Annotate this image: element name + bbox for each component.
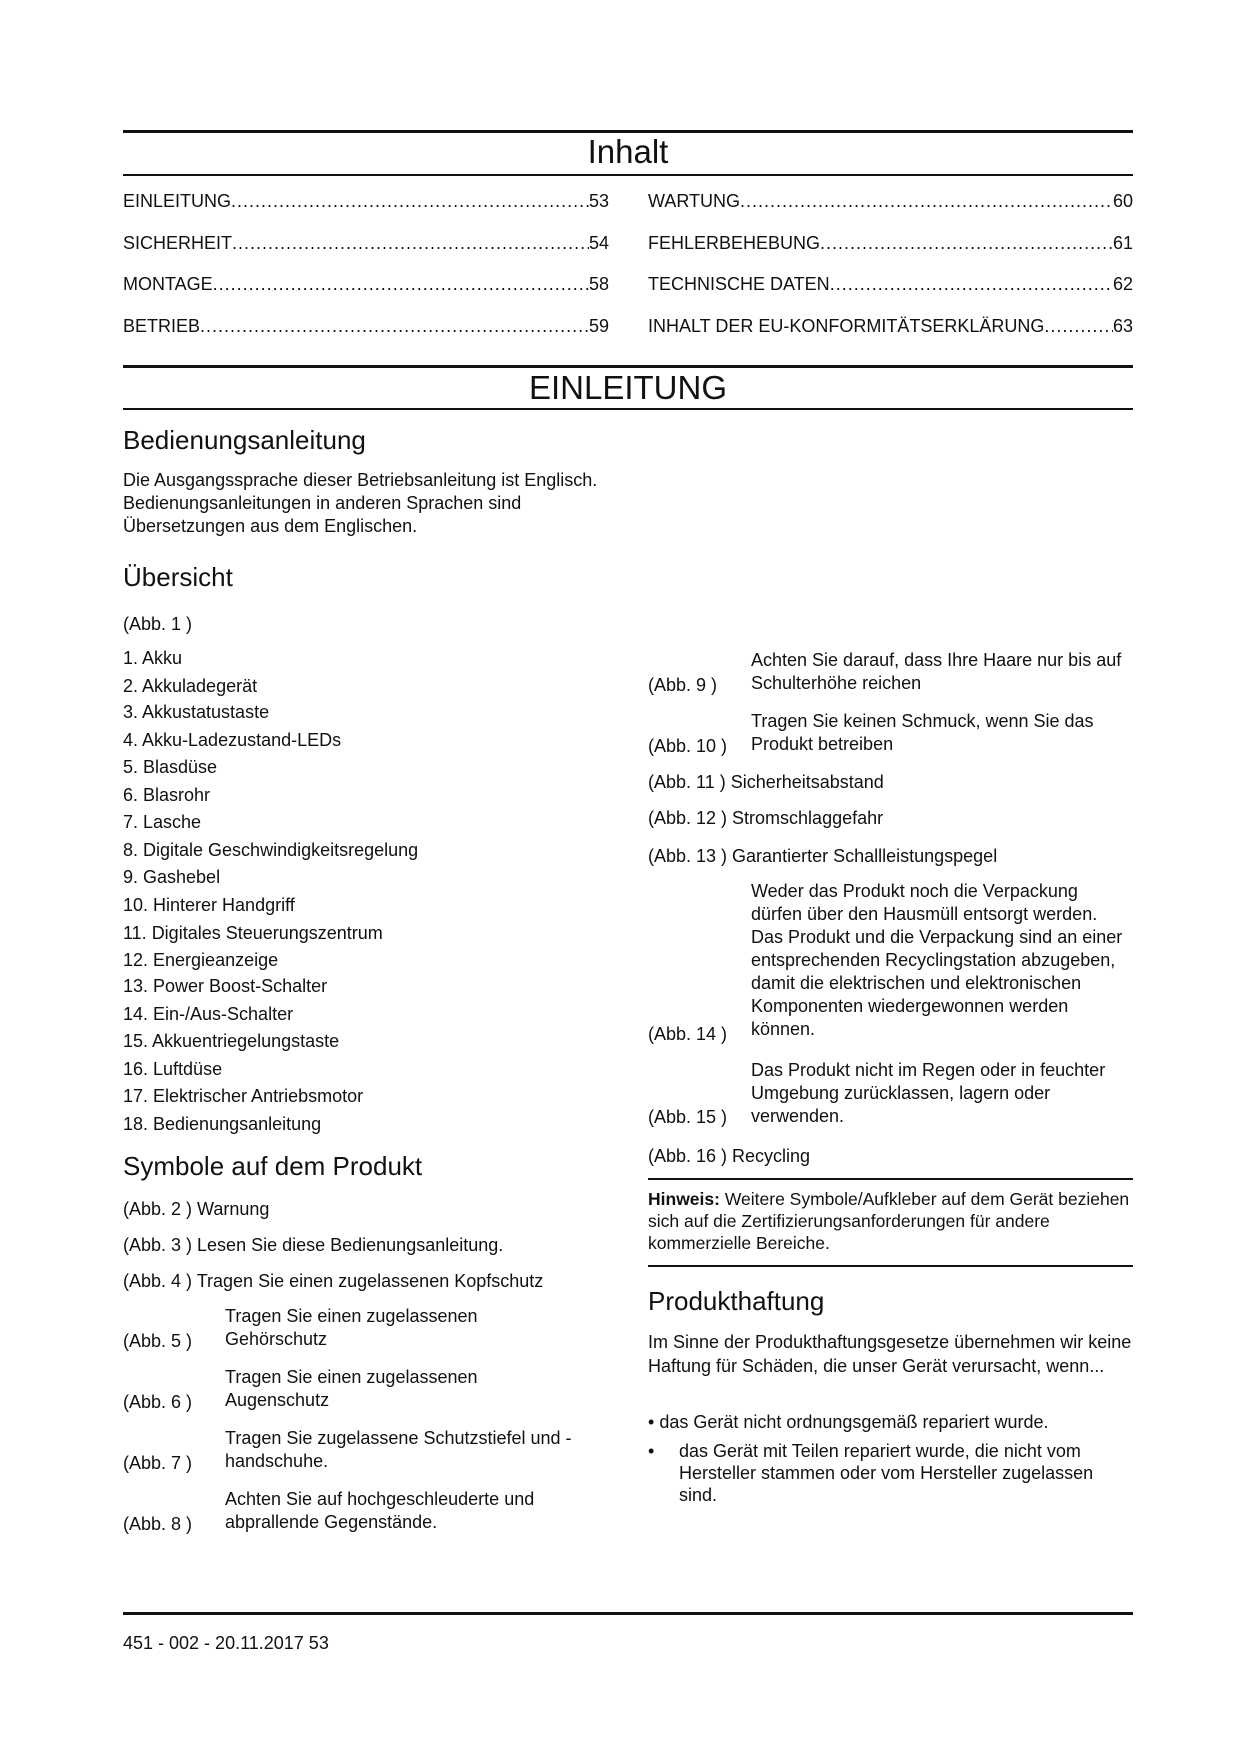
toc-entry-technische-daten[interactable]: TECHNISCHE DATEN ..... 62 — [648, 273, 1133, 295]
overview-item: 13. Power Boost-Schalter — [123, 976, 328, 996]
toc-entry-wartung[interactable]: WARTUNG ..... 60 — [648, 190, 1133, 212]
symbols-heading: Symbole auf dem Produkt — [123, 1151, 423, 1181]
overview-item: 3. Akkustatustaste — [123, 702, 270, 722]
symbol-gegenstaende: (Abb. 8 ) Achten Sie auf hochgeschleuderte und abprallende Gegenstände. — [123, 1489, 535, 1534]
note-bottom-rule — [648, 1265, 1133, 1267]
toc-entry-betrieb[interactable]: BETRIEB ..... 59 — [123, 315, 609, 337]
section-title: EINLEITUNG — [528, 369, 728, 406]
symbol-stromschlag: (Abb. 12 ) Stromschlaggefahr — [648, 808, 884, 828]
symbol-sicherheitsabstand: (Abb. 11 ) Sicherheitsabstand — [648, 772, 884, 792]
symbol-kopfschutz: (Abb. 4 ) Tragen Sie einen zugelassenen Kopfschutz — [123, 1271, 544, 1291]
symbol-lesen: (Abb. 3 ) Lesen Sie diese Bedienungsanleitung. — [123, 1235, 504, 1255]
overview-item: 16. Luftdüse — [123, 1059, 223, 1079]
toc-entry-fehlerbehebung[interactable]: FEHLERBEHEBUNG ..... 61 — [648, 232, 1133, 254]
overview-item: 15. Akkuentriegelungstaste — [123, 1031, 340, 1051]
symbol-schutzstiefel: (Abb. 7 ) Tragen Sie zugelassene Schutzstiefel und -handschuhe. — [123, 1428, 572, 1473]
toc-title: Inhalt — [587, 133, 669, 170]
overview-item: 17. Elektrischer Antriebsmotor — [123, 1086, 364, 1106]
overview-item: 7. Lasche — [123, 812, 202, 832]
overview-item: 12. Energieanzeige — [123, 950, 279, 970]
symbol-augenschutz: (Abb. 6 ) Tragen Sie einen zugelassenen Augenschutz — [123, 1367, 478, 1412]
toc-entry-sicherheit[interactable]: SICHERHEIT ..... 54 — [123, 232, 609, 254]
overview-item: 8. Digitale Geschwindigkeitsregelung — [123, 840, 419, 860]
symbol-hausmuell: (Abb. 14 ) Weder das Produkt noch die Verpackung dürfen über den Hausmüll entsorgt werden. Das Produkt und die Verpackung sind an einer entsprechenden Recyclingstation abzugeben, damit die elektrischen und elektronischen Komponenten wiedergewonnen werden können. — [648, 881, 1123, 1044]
note-top-rule — [648, 1178, 1133, 1180]
overview-item: 10. Hinterer Handgriff — [123, 895, 295, 915]
note-body: Weitere Symbole/Aufkleber auf dem Gerät beziehen sich auf die Zertifizierungsanforderungen für andere kommerzielle Bereiche. — [648, 1189, 1130, 1253]
footer-rule — [123, 1612, 1133, 1615]
manual-heading: Bedienungsanleitung — [123, 425, 366, 455]
overview-item: 14. Ein-/Aus-Schalter — [123, 1004, 294, 1024]
overview-item: 9. Gashebel — [123, 867, 221, 887]
symbol-recycling: (Abb. 16 ) Recycling — [648, 1146, 811, 1166]
symbol-haare: (Abb. 9 ) Achten Sie darauf, dass Ihre Haare nur bis auf Schulterhöhe reichen — [648, 650, 1122, 695]
section-bottom-rule — [123, 408, 1133, 410]
liability-text: Im Sinne der Produkthaftungsgesetze übernehmen wir keine Haftung für Schäden, die unser Gerät verursacht, wenn... — [648, 1332, 1132, 1376]
footer-text: 451 - 002 - 20.11.2017 53 — [123, 1633, 329, 1653]
overview-item: 6. Blasrohr — [123, 785, 211, 805]
overview-item: 2. Akkuladegerät — [123, 676, 258, 696]
symbol-gehoerschutz: (Abb. 5 ) Tragen Sie einen zugelassenen Gehörschutz — [123, 1306, 478, 1351]
note-label: Hinweis: — [648, 1189, 720, 1209]
overview-item: 18. Bedienungsanleitung — [123, 1114, 322, 1134]
manual-text: Die Ausgangssprache dieser Betriebsanleitung ist Englisch. Bedienungsanleitungen in anderen Sprachen sind Übersetzungen aus dem Englischen. — [123, 470, 598, 536]
toc-entry-einleitung[interactable]: EINLEITUNG ..... 53 — [123, 190, 609, 212]
overview-item: 5. Blasdüse — [123, 757, 218, 777]
symbol-schallleistung: (Abb. 13 ) Garantierter Schallleistungspegel — [648, 846, 998, 866]
toc-title-rule — [123, 174, 1133, 176]
overview-item: 4. Akku-Ladezustand-LEDs — [123, 730, 342, 750]
liability-bullet-1: • das Gerät nicht ordnungsgemäß repariert wurde. — [648, 1412, 1049, 1432]
symbol-schmuck: (Abb. 10 ) Tragen Sie keinen Schmuck, wenn Sie das Produkt betreiben — [648, 711, 1094, 756]
overview-item: 1. Akku — [123, 648, 183, 668]
symbol-regen: (Abb. 15 ) Das Produkt nicht im Regen oder in feuchter Umgebung zurücklassen, lagern oder verwenden. — [648, 1060, 1106, 1127]
symbol-warnung: (Abb. 2 ) Warnung — [123, 1199, 270, 1219]
overview-figure-ref: (Abb. 1 ) — [123, 614, 193, 634]
bullet-dot: • — [648, 1441, 655, 1461]
liability-heading: Produkthaftung — [648, 1286, 825, 1316]
toc-entry-eu-konformitaet[interactable]: INHALT DER EU-KONFORMITÄTSERKLÄRUNG ..... 63 — [648, 315, 1133, 337]
overview-item: 11. Digitales Steuerungszentrum — [123, 923, 383, 943]
overview-heading: Übersicht — [123, 562, 233, 592]
toc-entry-montage[interactable]: MONTAGE ..... 58 — [123, 273, 609, 295]
note-text — [648, 1188, 1133, 1254]
bullet-dot: • — [648, 1412, 660, 1432]
